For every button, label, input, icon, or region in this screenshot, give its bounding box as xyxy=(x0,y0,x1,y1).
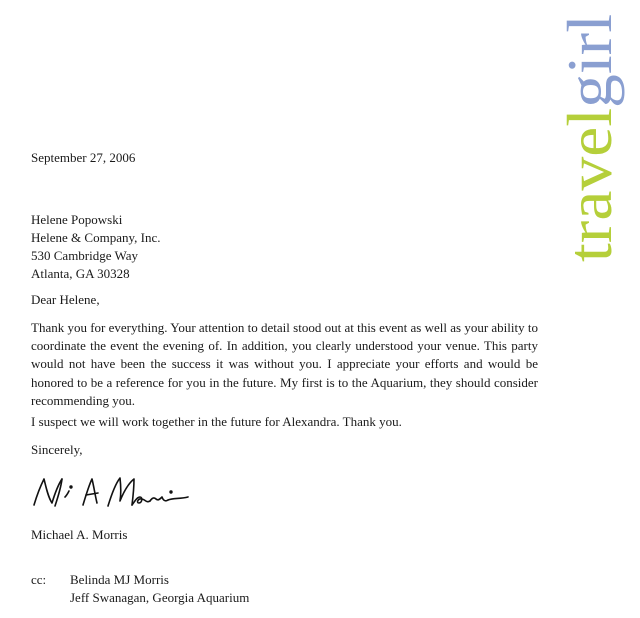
letter-date: September 27, 2006 xyxy=(31,150,136,165)
recipient-company: Helene & Company, Inc. xyxy=(31,230,161,245)
cc-recipient: Belinda MJ Morris xyxy=(70,572,169,587)
logo-girl-text: girl xyxy=(554,19,625,108)
handwritten-signature xyxy=(28,473,198,513)
recipient-street: 530 Cambridge Way xyxy=(31,248,139,263)
cc-recipient: Jeff Swanagan, Georgia Aquarium xyxy=(70,590,250,605)
recipient-city: Atlanta, GA 30328 xyxy=(31,266,130,281)
logo-travel-text: travel xyxy=(554,116,625,262)
closing: Sincerely, xyxy=(31,442,83,457)
body-paragraph-1: Thank you for everything. Your attention to detail stood out at this event as well as your ability to coordinate the event the evening of. In addition, you clearly understood your venue. This party would not have been the success it was without you. I appreciate your efforts and would be honored to be a reference for you in the future. My first is to the Aquarium, they should consider recommending you. xyxy=(31,320,538,408)
svg-text:travelgirl xyxy=(554,14,625,262)
cc-list xyxy=(70,571,249,607)
recipient-name: Helene Popowski xyxy=(31,212,123,227)
signer-name: Michael A. Morris xyxy=(31,527,128,542)
cc-label: cc: xyxy=(31,572,47,587)
body-paragraph-2: I suspect we will work together in the future for Alexandra. Thank you. xyxy=(31,414,402,429)
salutation: Dear Helene, xyxy=(31,292,100,307)
